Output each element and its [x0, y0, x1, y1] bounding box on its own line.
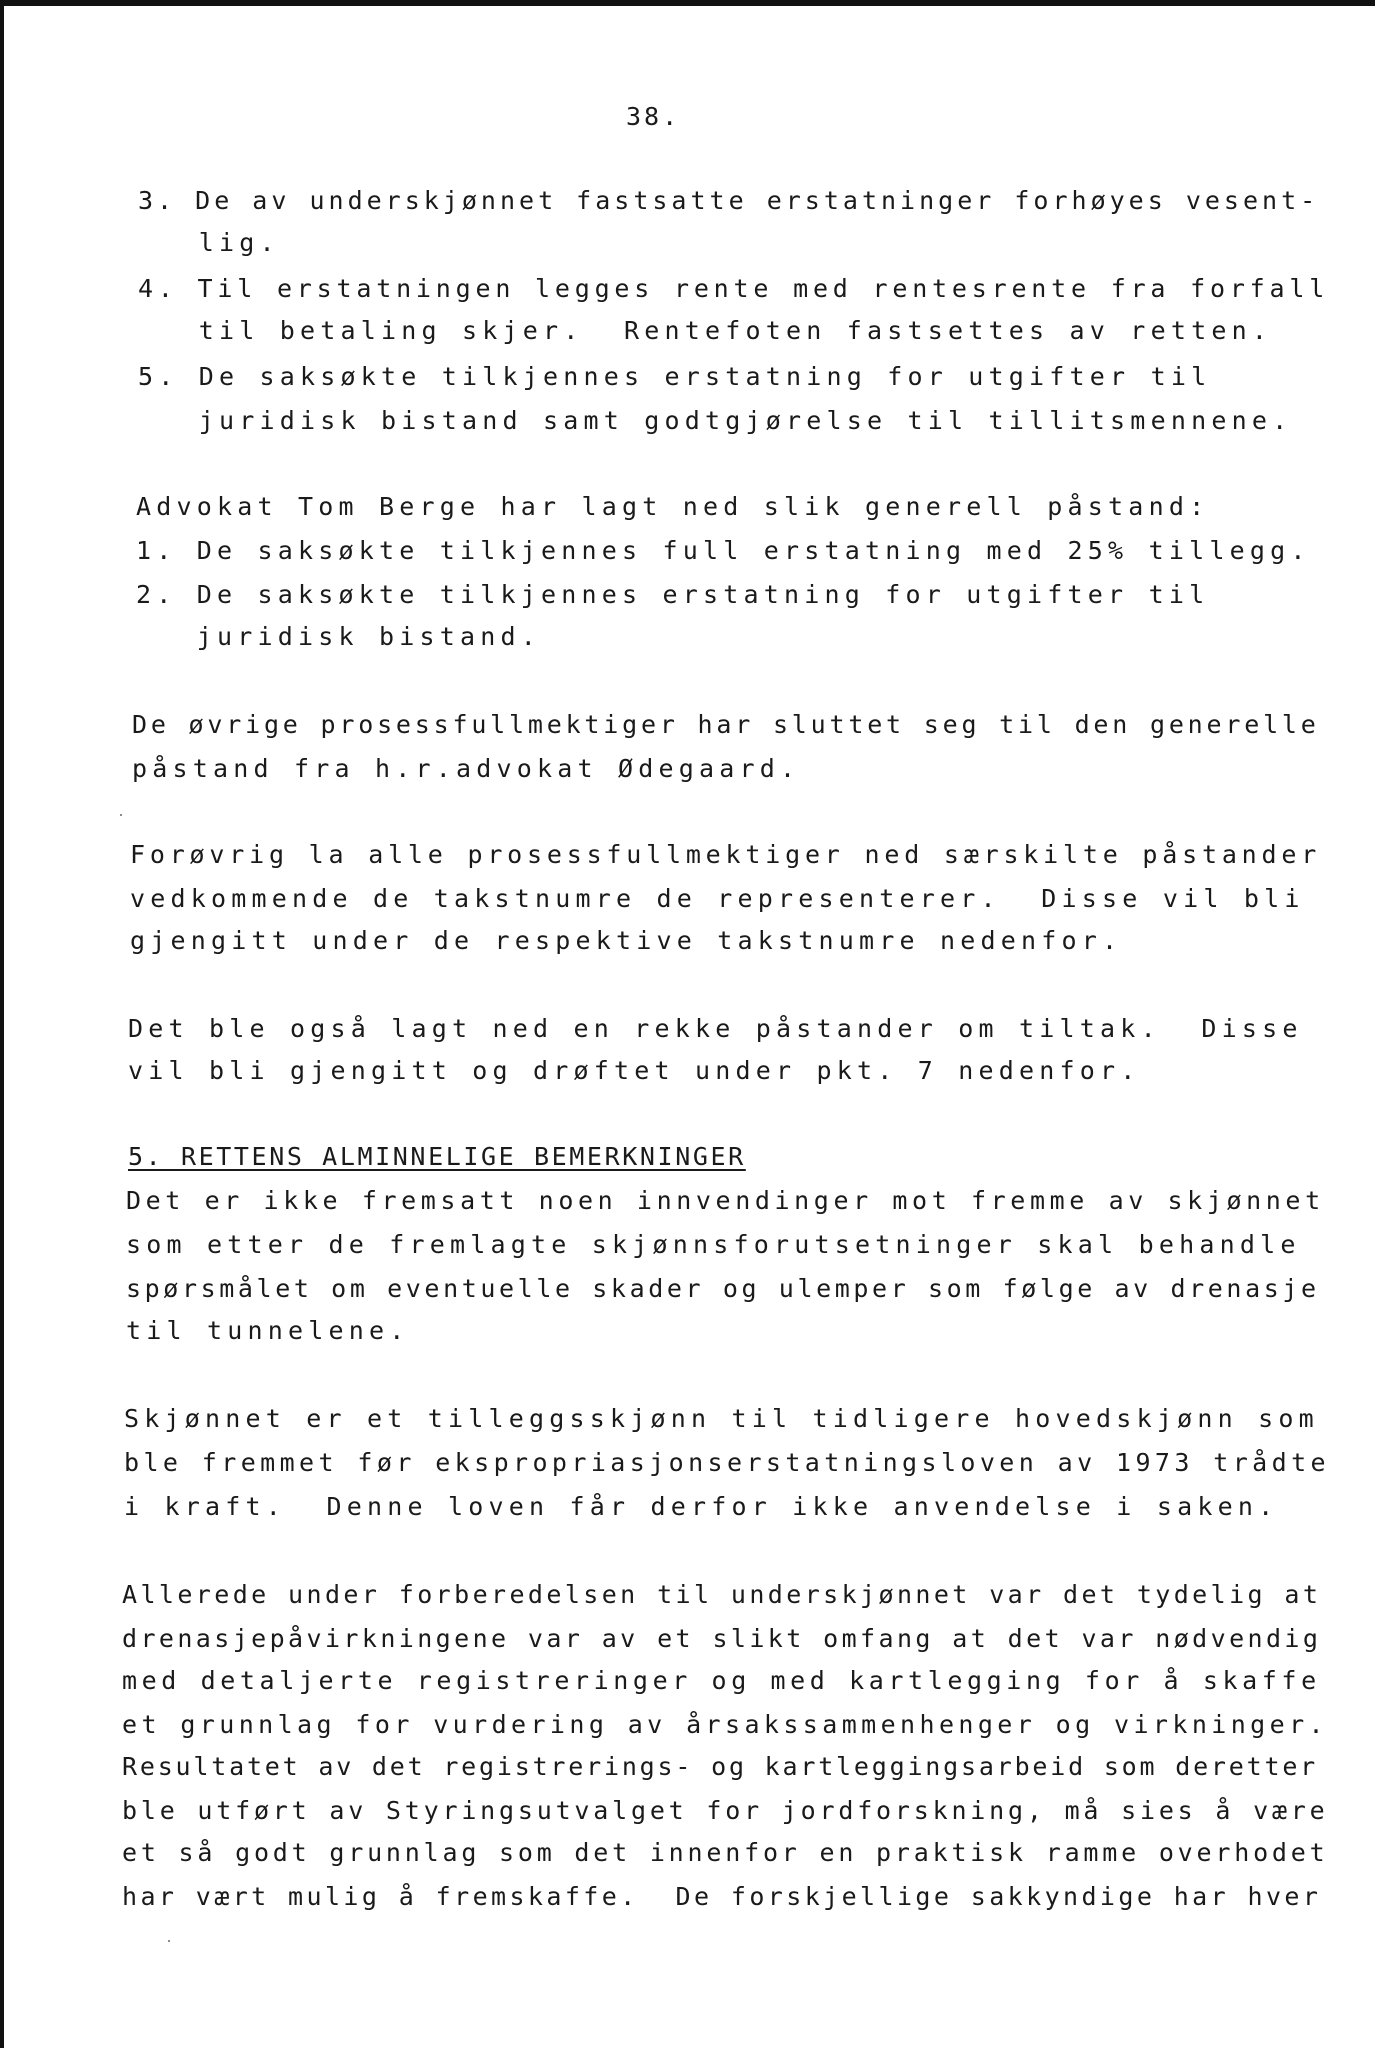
text-line: et grunnlag for vurdering av årsakssammenhenger og virkninger. — [122, 1710, 1328, 1739]
text-line: Forøvrig la alle prosessfullmektiger ned særskilte påstander — [130, 840, 1322, 869]
text-line: 4. Til erstatningen legges rente med rentesrente fra forfall — [138, 274, 1330, 303]
text-line: vil bli gjengitt og drøftet under pkt. 7 nedenfor. — [128, 1056, 1141, 1085]
text-line: Det er ikke fremsatt noen innvendinger mot fremme av skjønnet — [126, 1186, 1325, 1215]
text-line: gjengitt under de respektive takstnumre nedenfor. — [130, 926, 1123, 955]
text-line: har vært mulig å fremskaffe. De forskjellige sakkyndige har hver — [122, 1882, 1322, 1911]
text-line: til betaling skjer. Rentefoten fastsettes av retten. — [138, 316, 1273, 345]
text-line: Advokat Tom Berge har lagt ned slik generell påstand: — [136, 492, 1210, 521]
text-line: ble utført av Styringsutvalget for jordforskning, må sies å være — [122, 1796, 1329, 1825]
text-line: som etter de fremlagte skjønnsforutsetninger skal behandle — [126, 1230, 1301, 1259]
text-line: ble fremmet før ekspropriasjonserstatningsloven av 1973 trådte — [124, 1448, 1330, 1477]
text-line: Allerede under forberedelsen til underskjønnet var det tydelig at — [122, 1580, 1322, 1609]
text-line: drenasjepåvirkningene var av et slikt omfang at det var nødvendig — [122, 1624, 1322, 1653]
text-line: et så godt grunnlag som det innenfor en praktisk ramme overhodet — [122, 1838, 1329, 1867]
page-number: 38. — [626, 102, 681, 131]
text-line: 1. De saksøkte tilkjennes full erstatning med 25% tillegg. — [136, 536, 1311, 565]
text-line: 2. De saksøkte tilkjennes erstatning for utgifter til — [136, 580, 1210, 609]
text-line: juridisk bistand samt godtgjørelse til tillitsmennene. — [138, 406, 1293, 435]
text-line: 3. De av underskjønnet fastsatte erstatninger forhøyes vesent- — [138, 186, 1320, 215]
text-line: påstand fra h.r.advokat Ødegaard. — [132, 754, 801, 783]
text-line: 5. De saksøkte tilkjennes erstatning for utgifter til — [138, 362, 1212, 391]
text-line: til tunnelene. — [126, 1316, 410, 1345]
text-line: juridisk bistand. — [136, 622, 542, 651]
text-line: lig. — [138, 228, 280, 257]
text-line: Resultatet av det registrerings- og kartleggingsarbeid som deretter — [122, 1752, 1319, 1781]
text-line: med detaljerte registreringer og med kartlegging for å skaffe — [122, 1666, 1321, 1695]
scan-speck — [120, 814, 122, 816]
text-line: Det ble også lagt ned en rekke påstander om tiltak. Disse — [128, 1014, 1303, 1043]
text-line: i kraft. Denne loven får derfor ikke anvendelse i saken. — [124, 1492, 1279, 1521]
scan-speck — [168, 1940, 170, 1942]
text-line: spørsmålet om eventuelle skader og ulemper som følge av drenasje — [126, 1274, 1320, 1303]
text-line: Skjønnet er et tilleggsskjønn til tidligere hovedskjønn som — [124, 1404, 1319, 1433]
text-line: vedkommende de takstnumre de representerer. Disse vil bli — [130, 884, 1305, 913]
text-line: De øvrige prosessfullmektiger har sluttet seg til den generelle — [132, 710, 1320, 739]
section-heading: 5. RETTENS ALMINNELIGE BEMERKNINGER — [128, 1142, 746, 1171]
